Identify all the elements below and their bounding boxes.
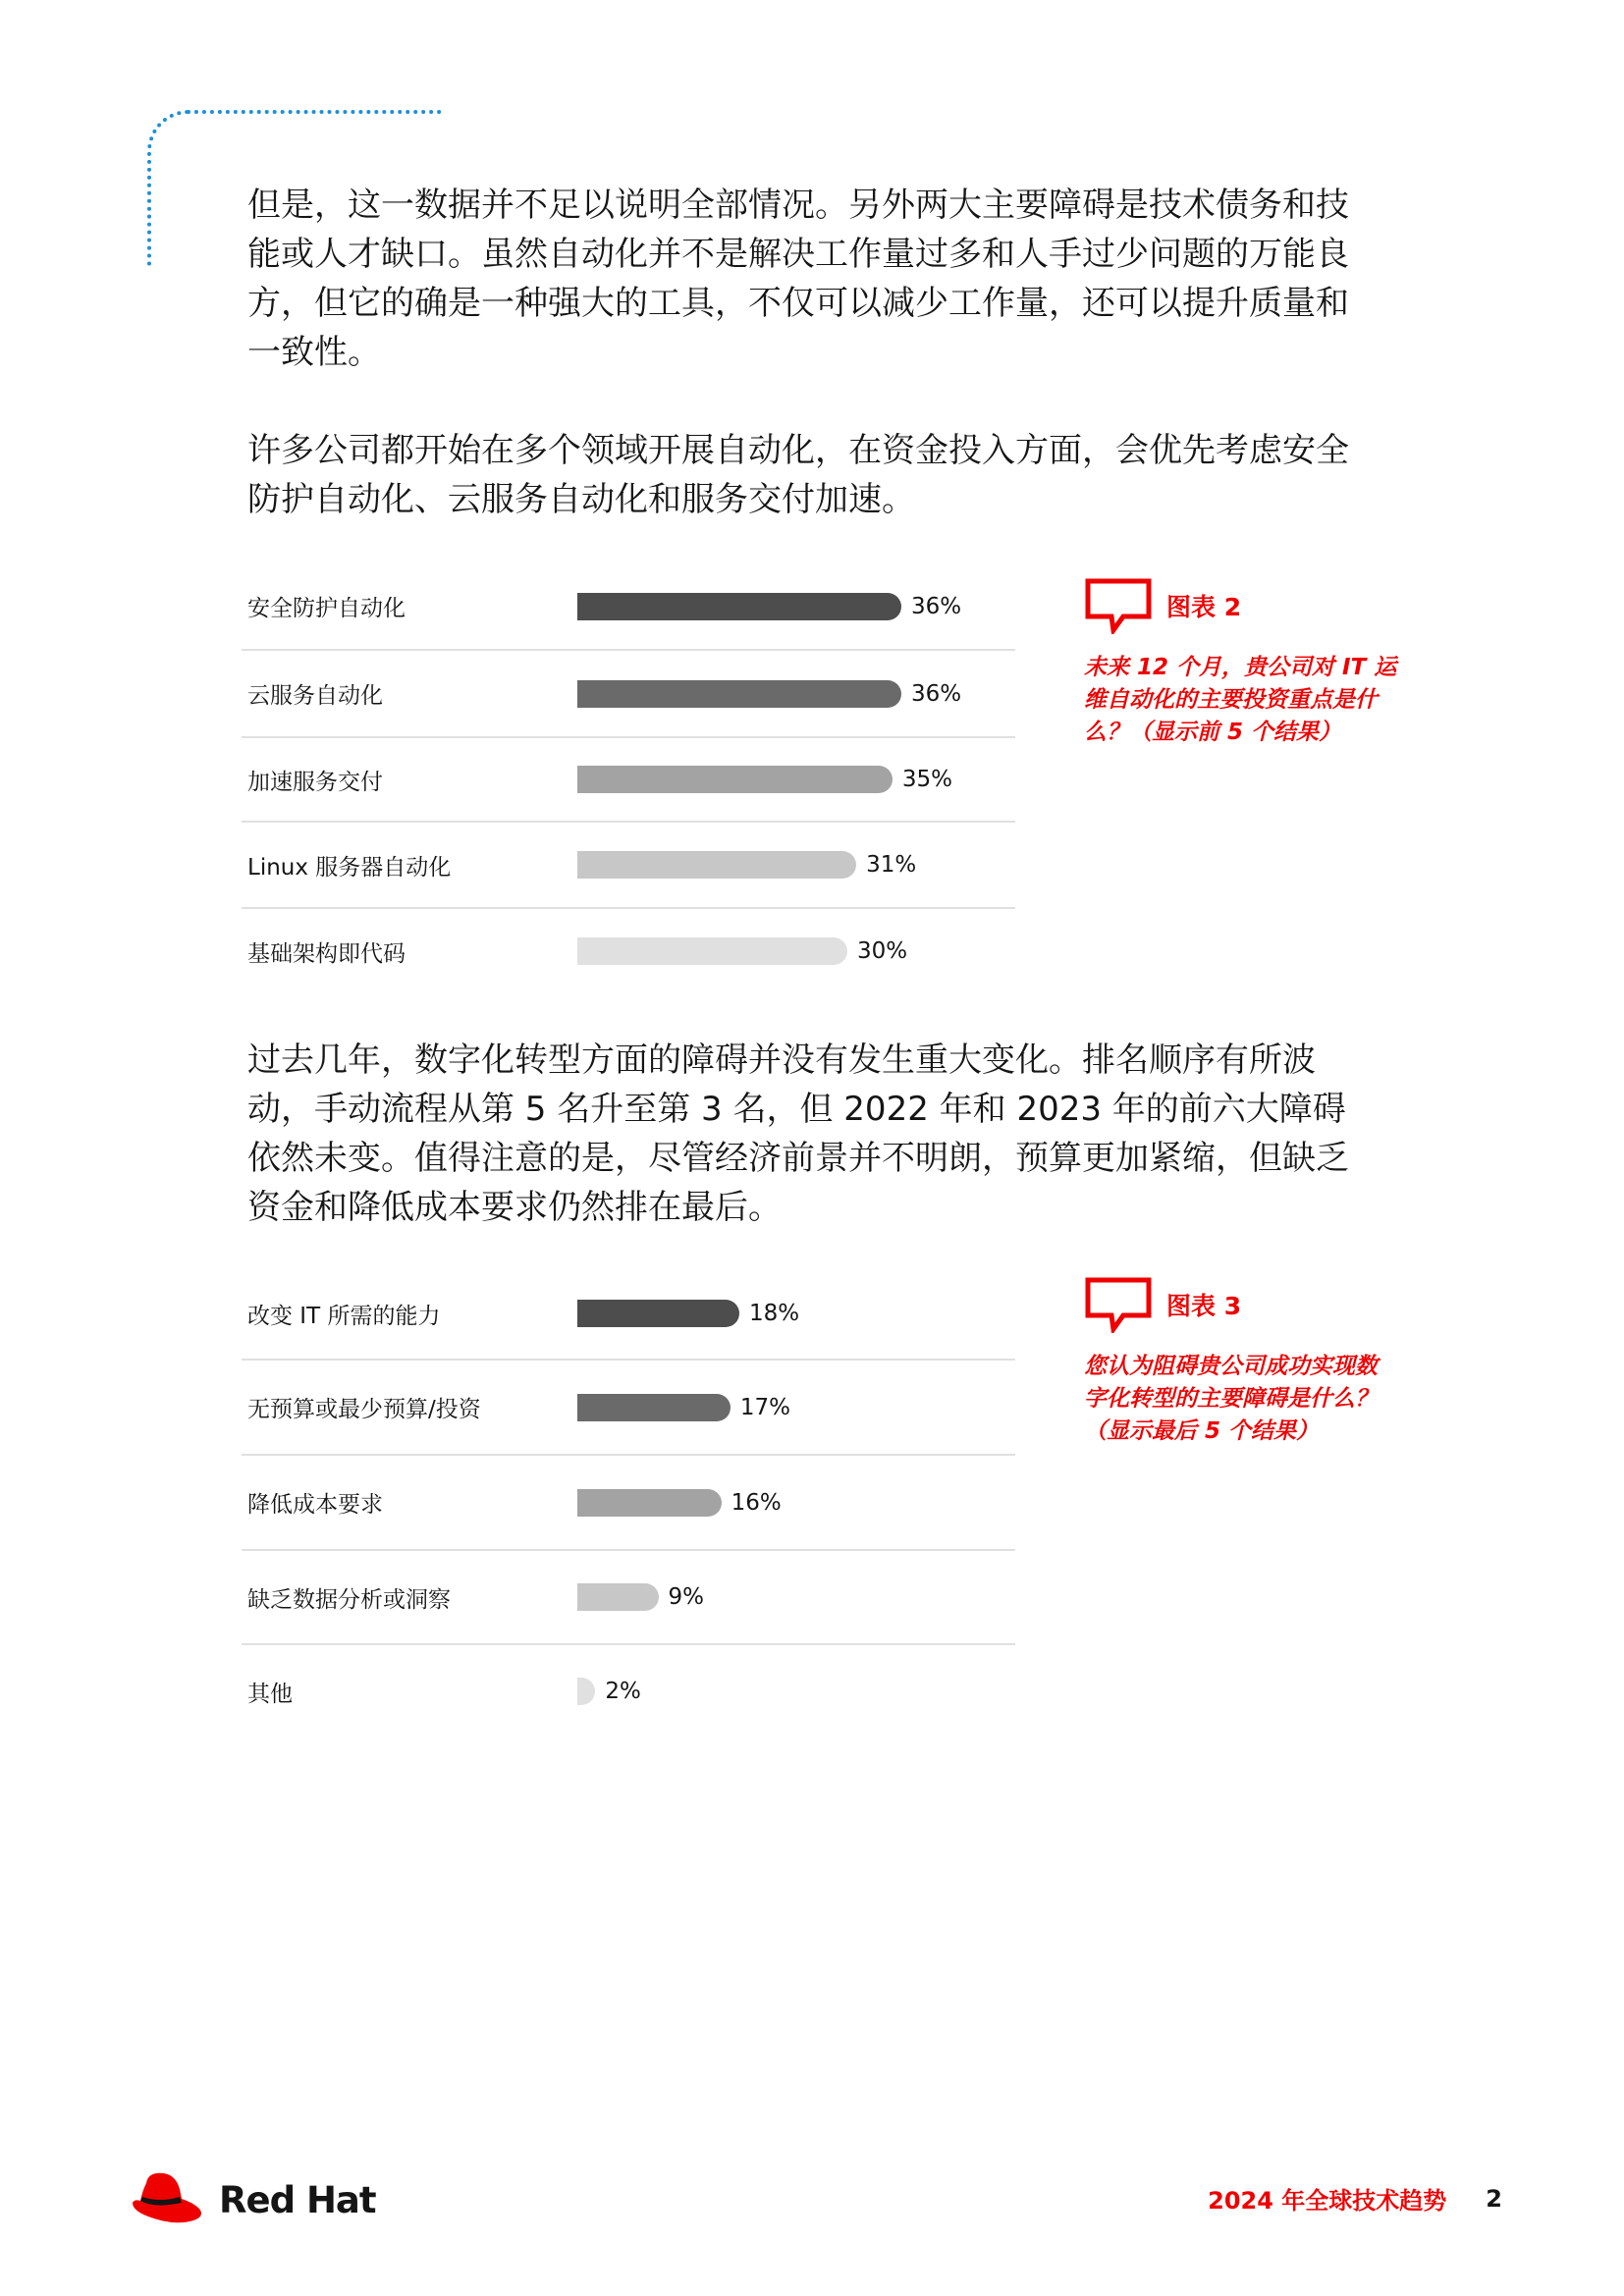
red-hat-logo[interactable] [125,2169,376,2230]
bar-label: 加速服务交付 [247,769,383,795]
brand-name: Red Hat [219,2178,376,2221]
bar-area [577,766,1015,793]
red-hat-fedora-icon [125,2169,207,2230]
chart-3-title: 图表 3 [1166,1292,1242,1320]
bar [577,937,847,965]
bar-value-label: 16% [731,1489,782,1516]
bar [577,1394,731,1421]
bar [577,1583,659,1611]
bar-value-label: 36% [911,680,962,707]
bar-area [577,1394,1015,1421]
bar [577,680,901,708]
bar-label: 基础架构即代码 [247,940,406,967]
chart-row [242,1268,1015,1361]
bar-area [577,937,1015,965]
chart-row [242,1456,1015,1551]
bar [577,1489,722,1517]
document-title: 2024 年全球技术趋势 [1208,2187,1447,2215]
bar-value-label: 2% [605,1679,641,1704]
chart-2-question: 未来 12 个月，贵公司对 IT 运维自动化的主要投资重点是什么？（显示前 5 个结果） [1084,655,1397,745]
speech-bubble-icon [1084,577,1153,634]
footer-info [1208,2181,1502,2216]
speech-bubble-icon [1084,1276,1153,1333]
bar-value-label: 18% [749,1301,800,1326]
chart-row [242,563,1015,651]
bar [577,593,901,620]
chart-transformation-obstacles [242,1268,1015,1737]
chart-3-question: 您认为阻碍贵公司成功实现数字化转型的主要障碍是什么？（显示最后 5 个结果） [1084,1354,1378,1444]
chart-row [242,738,1015,823]
bar-label: Linux 服务器自动化 [247,854,452,881]
chart-row [242,823,1015,909]
chart-2-caption [1084,577,1398,749]
bar [577,851,856,879]
bar-label: 无预算或最少预算/投资 [247,1397,481,1422]
bar-area [577,1678,1015,1705]
bar-value-label: 17% [739,1394,790,1420]
chart-2-title: 图表 2 [1166,593,1242,621]
bar-label: 其他 [247,1681,293,1707]
bar-area [577,593,1015,620]
page-number: 2 [1486,2184,1502,2213]
bar-area [577,1583,1015,1611]
bar [577,1678,595,1705]
bar-label: 降低成本要求 [247,1492,383,1518]
bar-area [577,1489,1015,1517]
bar-label: 缺乏数据分析或洞察 [247,1586,451,1613]
bar-label: 云服务自动化 [247,683,383,709]
paragraph-intro: 但是，这一数据并不足以说明全部情况。另外两大主要障碍是技术债务和技能或人才缺口。虽然自动化并不是解决工作量过多和人手过少问题的万能良方，但它的确是一种强大的工具，不仅可以减少工作量，还可以提升质量和一致性。 [247,186,1349,372]
bar-value-label: 31% [866,852,917,878]
bar-area [577,680,1015,708]
bar [577,1300,739,1327]
chart-automation-investment [242,563,1015,993]
chart-3-caption [1084,1276,1398,1448]
paragraph-obstacles: 过去几年，数字化转型方面的障碍并没有发生重大变化。排名顺序有所波动，手动流程从第 5 名升至第 3 名，但 2022 年和 2023 年的前六大障碍依然未变。值得注意的是，尽管经济前景并不明朗，预算更加紧缩，但缺乏资金和降低成本要求仍然排在最后。 [247,1041,1349,1227]
chart-row [242,909,1015,993]
chart-row [242,1645,1015,1737]
bar-label: 改变 IT 所需的能力 [247,1303,441,1329]
chart-row [242,651,1015,738]
bar-label: 安全防护自动化 [247,596,406,621]
bar-value-label: 36% [911,593,962,619]
chart-row [242,1551,1015,1645]
bar-area [577,851,1015,879]
bar-value-label: 30% [857,938,908,964]
paragraph-automation: 许多公司都开始在多个领域开展自动化，在资金投入方面，会优先考虑安全防护自动化、云服务自动化和服务交付加速。 [247,431,1349,519]
bar [577,766,893,793]
bar-value-label: 9% [668,1584,704,1610]
bar-area [577,1300,1015,1327]
bar-value-label: 35% [901,767,952,792]
chart-row [242,1361,1015,1456]
